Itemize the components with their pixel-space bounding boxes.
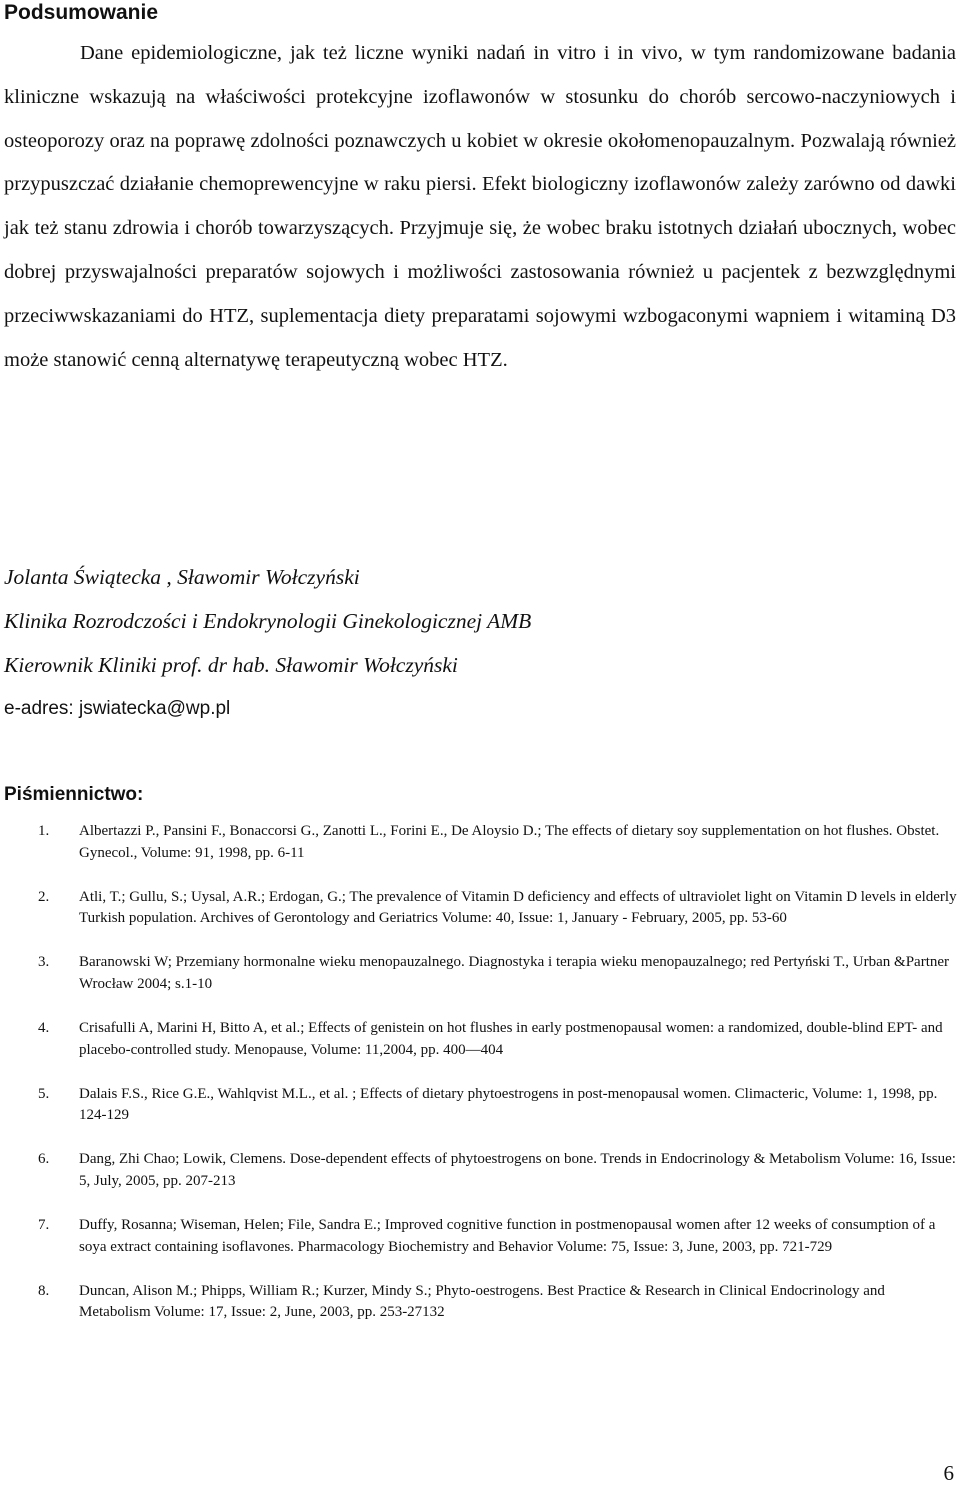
reference-number: 8. (38, 1282, 50, 1299)
reference-text: Crisafulli A, Marini H, Bitto A, et al.; Effects of genistein on hot flushes in early postmenopausal women: a randomized, double-blind EPT- and placebo-controlled study. Menopause, Volume: 11,2004, pp. 400—404 (79, 1020, 943, 1058)
references-list (38, 821, 958, 1347)
reference-item (38, 952, 958, 995)
summary-paragraph (4, 32, 956, 382)
reference-number: 7. (38, 1217, 50, 1234)
reference-text: Atli, T.; Gullu, S.; Uysal, A.R.; Erdogan, G.; The prevalence of Vitamin D deficiency and effects of ultraviolet light on Vitamin D levels in elderly Turkish population. Archives of Gerontology and Geriatrics Volume: 40, Issue: 1, January - February, 2005, pp. 53-60 (79, 888, 957, 927)
references-heading: Piśmiennictwo: (4, 784, 144, 805)
reference-text: Dalais F.S., Rice G.E., Wahlqvist M.L., et al. ; Effects of dietary phytoestrogens in post-menopausal women. Climacteric, Volume: 1, 1998, pp. 124-129 (79, 1085, 938, 1124)
summary-text: Dane epidemiologiczne, jak też liczne wyniki nadań in vitro i in vivo, w tym randomizowane badania kliniczne wskazują na właściwości protekcyjne izoflawonów w stosunku do chorób sercowo-naczyniowych i osteoporozy oraz na poprawę zdolności poznawczych u kobiet w okresie okołomenopauzalnym. Pozwalają również przypuszczać działanie chemoprewencyjne w raku piersi. Efekt biologiczny izoflawonów zależy zarówno od dawki jak też stanu zdrowia i chorób towarzyszących. Przyjmuje się, że wobec braku istotnych działań ubocznych, wobec dobrej przyswajalności preparatów sojowych i możliwości zastosowania również u pacjentek z bezwzględnymi przeciwwskazaniami do HTZ, suplementacja diety preparatami sojowymi wzbogaconymi wapniem i witaminą D3 może stanowić cenną alternatywę terapeutyczną wobec HTZ. (4, 42, 956, 371)
reference-item (38, 887, 958, 930)
reference-number: 3. (38, 954, 50, 971)
reference-item (38, 1281, 958, 1324)
authors: Jolanta Świątecka , Sławomir Wołczyński (4, 565, 360, 589)
clinic-head: Kierownik Kliniki prof. dr hab. Sławomir Wołczyński (4, 653, 458, 677)
reference-text: Duncan, Alison M.; Phipps, William R.; Kurzer, Mindy S.; Phyto-oestrogens. Best Practice & Research in Clinical Endocrinology and Metabolism Volume: 17, Issue: 2, June, 2003, pp. 253-27132 (79, 1282, 885, 1321)
reference-item (38, 1149, 958, 1192)
section-heading: Podsumowanie (4, 1, 159, 24)
reference-text: Dang, Zhi Chao; Lowik, Clemens. Dose-dependent effects of phytoestrogens on bone. Trends in Endocrinology & Metabolism Volume: 16, Issue: 5, July, 2005, pp. 207-213 (79, 1151, 956, 1190)
reference-text: Baranowski W; Przemiany hormonalne wieku menopauzalnego. Diagnostyka i terapia wieku menopauzalnego; red Pertyński T., Urban &Partner Wrocław 2004; s.1-10 (79, 954, 950, 992)
page-number: 6 (943, 1461, 954, 1485)
reference-text: Duffy, Rosanna; Wiseman, Helen; File, Sandra E.; Improved cognitive function in postmenopausal women after 12 weeks of consumption of a soya extract containing isoflavones. Pharmacology Biochemistry and Behavior Volume: 75, Issue: 3, June, 2003, pp. 721-729 (79, 1217, 936, 1255)
reference-number: 6. (38, 1151, 50, 1168)
reference-number: 5. (38, 1085, 50, 1102)
reference-number: 2. (38, 888, 50, 905)
reference-item (38, 821, 958, 864)
affiliation: Klinika Rozrodczości i Endokrynologii Ginekologicznej AMB (4, 609, 532, 633)
reference-number: 4. (38, 1020, 50, 1037)
reference-number: 1. (38, 823, 50, 839)
reference-text: Albertazzi P., Pansini F., Bonaccorsi G., Zanotti L., Forini E., De Aloysio D.; The effects of dietary soy supplementation on hot flushes. Obstet. Gynecol., Volume: 91, 1998, pp. 6-11 (79, 823, 940, 861)
reference-item (38, 1084, 958, 1127)
reference-item (38, 1018, 958, 1061)
author-block (4, 555, 954, 731)
email-address: e-adres: jswiatecka@wp.pl (4, 698, 231, 719)
reference-item (38, 1215, 958, 1258)
